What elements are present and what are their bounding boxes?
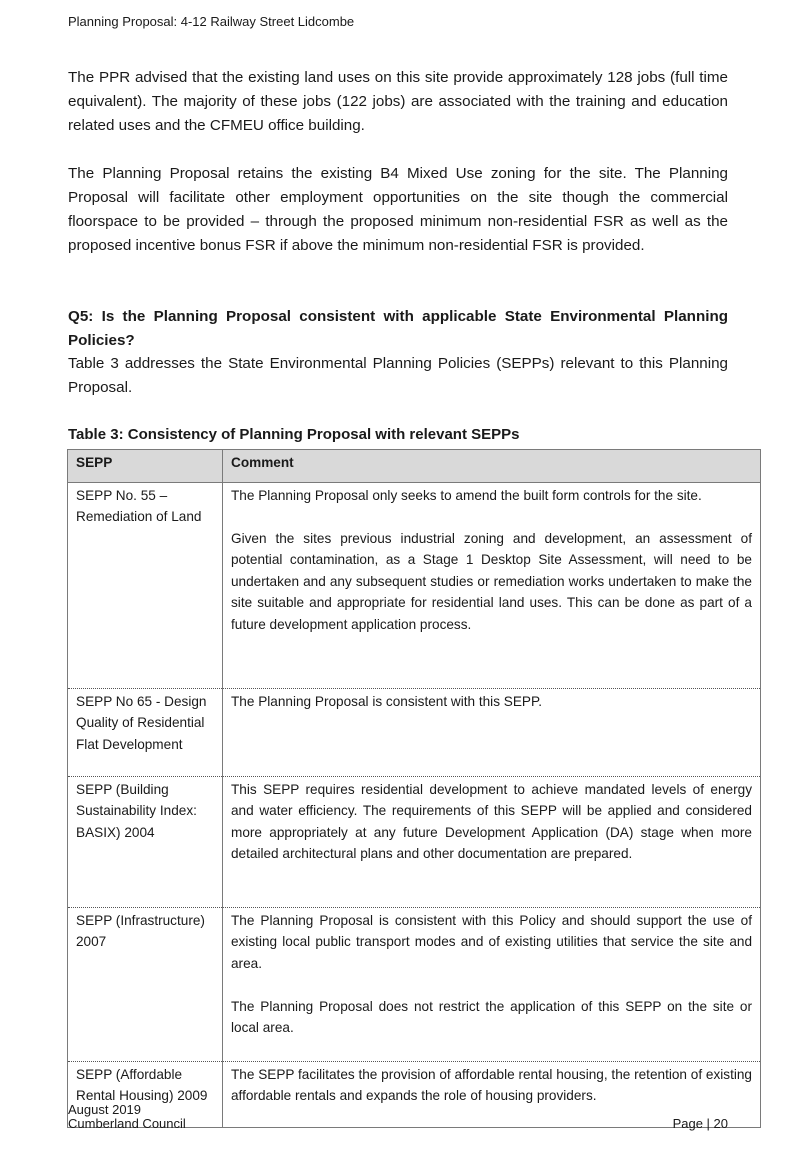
sepp-name-cell: SEPP (Building Sustainability Index: BASIX) 2004	[68, 776, 223, 907]
comment-paragraph: The Planning Proposal does not restrict the application of this SEPP on the site or local area.	[231, 998, 752, 1035]
table-row	[68, 907, 761, 1061]
comment-cell	[223, 688, 761, 776]
table-row	[68, 776, 761, 907]
question-heading: Q5: Is the Planning Proposal consistent with applicable State Environmental Planning Policies?	[68, 308, 728, 349]
sepp-consistency-table	[67, 449, 761, 1128]
comment-paragraph: Given the sites previous industrial zoning and development, an assessment of potential contamination, as a Stage 1 Desktop Site Assessment, will need to be undertaken and any subsequent studies or remediation works undertaken to make the site suitable and appropriate for residential land uses. This can be done as part of a future development application process.	[231, 530, 752, 632]
sepp-name-cell: SEPP (Affordable Rental Housing) 2009	[68, 1061, 223, 1127]
comment-paragraph: The Planning Proposal is consistent with this SEPP.	[231, 693, 543, 709]
body-paragraph-jobs: The PPR advised that the existing land uses on this site provide approximately 128 jobs (full time equivalent). The majority of these jobs (122 jobs) are associated with the training and education related uses and the CFMEU office building.	[68, 69, 728, 134]
sepp-name-cell: SEPP (Infrastructure) 2007	[68, 907, 223, 1061]
comment-cell	[223, 907, 761, 1061]
table-caption: Table 3: Consistency of Planning Proposal with relevant SEPPs	[68, 426, 520, 443]
comment-paragraph: The SEPP facilitates the provision of affordable rental housing, the retention of existing affordable rentals and expands the role of housing providers.	[231, 1066, 752, 1103]
footer-organisation: Cumberland Council	[68, 1116, 186, 1131]
comment-paragraph: The Planning Proposal is consistent with this Policy and should support the use of existing local public transport modes and of existing utilities that service the site and area.	[231, 912, 752, 971]
page-number: Page | 20	[672, 1116, 728, 1131]
comment-paragraph: This SEPP requires residential development to achieve mandated levels of energy and water efficiency. The requirements of this SEPP will be applied and considered more appropriately at any future Development Application (DA) stage when more detailed architectural plans and other documentation are prepared.	[231, 781, 752, 861]
sepp-name-cell: SEPP No. 55 – Remediation of Land	[68, 482, 223, 688]
comment-cell	[223, 776, 761, 907]
column-header-comment: Comment	[223, 450, 761, 483]
running-header: Planning Proposal: 4-12 Railway Street Lidcombe	[68, 14, 355, 29]
footer-date: August 2019	[68, 1102, 142, 1117]
table-row	[68, 482, 761, 688]
footer-left	[68, 1103, 186, 1131]
comment-cell	[223, 482, 761, 688]
sepp-name-cell: SEPP No 65 - Design Quality of Residential Flat Development	[68, 688, 223, 776]
body-paragraph-zoning: The Planning Proposal retains the existing B4 Mixed Use zoning for the site. The Planning Proposal will facilitate other employment opportunities on the site though the commercial floorspace to be provided – through the proposed minimum non-residential FSR as well as the proposed incentive bonus FSR if above the minimum non-residential FSR is provided.	[68, 165, 728, 254]
table-row	[68, 688, 761, 776]
comment-paragraph: The Planning Proposal only seeks to amend the built form controls for the site.	[231, 487, 702, 503]
body-paragraph-table-intro: Table 3 addresses the State Environmental Planning Policies (SEPPs) relevant to this Planning Proposal.	[68, 355, 728, 396]
table-header-row	[68, 450, 761, 483]
column-header-sepp: SEPP	[68, 450, 223, 483]
